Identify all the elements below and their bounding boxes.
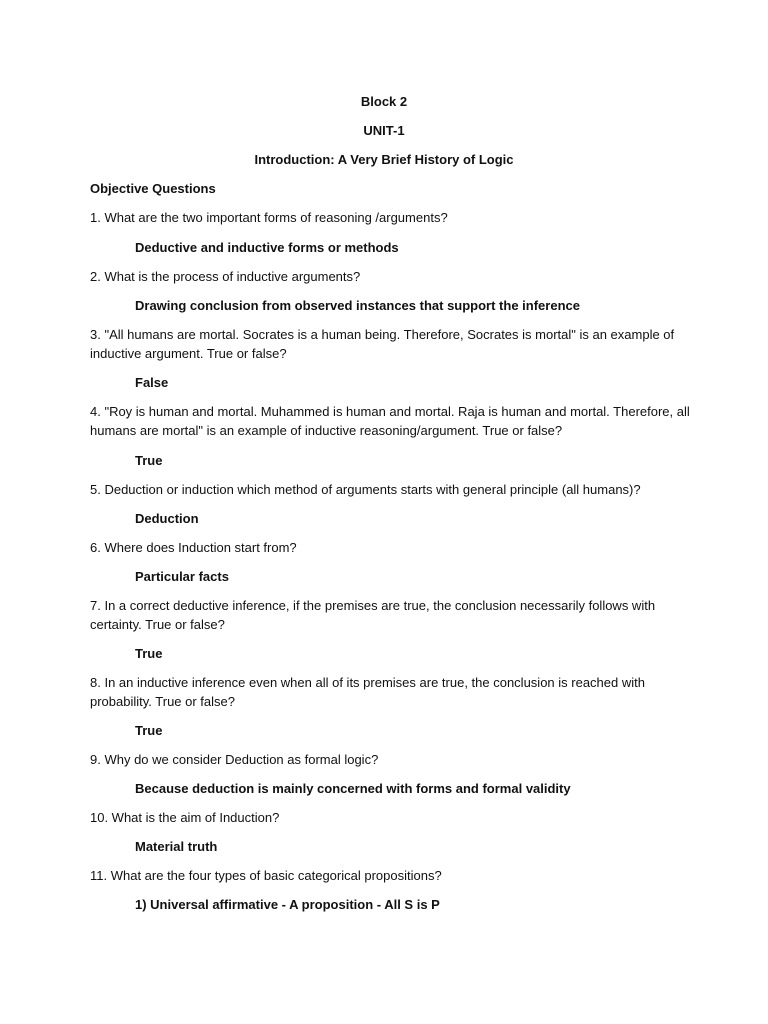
question-6: 6. Where does Induction start from? <box>90 540 297 555</box>
answer-3: False <box>135 375 169 390</box>
question-8-line-1: 8. In an inductive inference even when all of its premises are true, the conclusion is reached with <box>90 675 645 690</box>
question-7-line-1: 7. In a correct deductive inference, if the premises are true, the conclusion necessarily follows with <box>90 598 656 613</box>
unit-heading: UNIT-1 <box>363 123 405 138</box>
answer-7: True <box>135 646 163 661</box>
block-heading: Block 2 <box>360 94 408 109</box>
question-4-line-1: 4. "Roy is human and mortal. Muhammed is human and mortal. Raja is human and mortal. Therefore, all <box>90 404 690 419</box>
question-11: 11. What are the four types of basic categorical propositions? <box>90 868 442 883</box>
section-heading: Objective Questions <box>90 181 216 196</box>
answer-5: Deduction <box>135 511 199 526</box>
question-7-line-2: certainty. True or false? <box>90 617 225 632</box>
answer-11-item-1: 1) Universal affirmative - A proposition - All S is P <box>135 897 440 912</box>
answer-1: Deductive and inductive forms or methods <box>135 240 399 255</box>
answer-4: True <box>135 453 163 468</box>
answer-8: True <box>135 723 163 738</box>
answer-9: Because deduction is mainly concerned with forms and formal validity <box>135 781 571 796</box>
question-8-line-2: probability. True or false? <box>90 694 235 709</box>
question-3-line-1: 3. "All humans are mortal. Socrates is a human being. Therefore, Socrates is mortal" is an example of <box>90 327 675 342</box>
question-4-line-2: humans are mortal" is an example of inductive reasoning/argument. True or false? <box>90 423 563 438</box>
question-2: 2. What is the process of inductive arguments? <box>90 269 361 284</box>
question-5: 5. Deduction or induction which method of arguments starts with general principle (all humans)? <box>90 482 641 497</box>
answer-6: Particular facts <box>135 569 229 584</box>
answer-2: Drawing conclusion from observed instances that support the inference <box>135 298 580 313</box>
question-1: 1. What are the two important forms of reasoning /arguments? <box>90 210 448 225</box>
question-10: 10. What is the aim of Induction? <box>90 810 280 825</box>
answer-10: Material truth <box>135 839 218 854</box>
question-9: 9. Why do we consider Deduction as formal logic? <box>90 752 379 767</box>
document-title: Introduction: A Very Brief History of Logic <box>254 152 514 167</box>
question-3-line-2: inductive argument. True or false? <box>90 346 287 361</box>
